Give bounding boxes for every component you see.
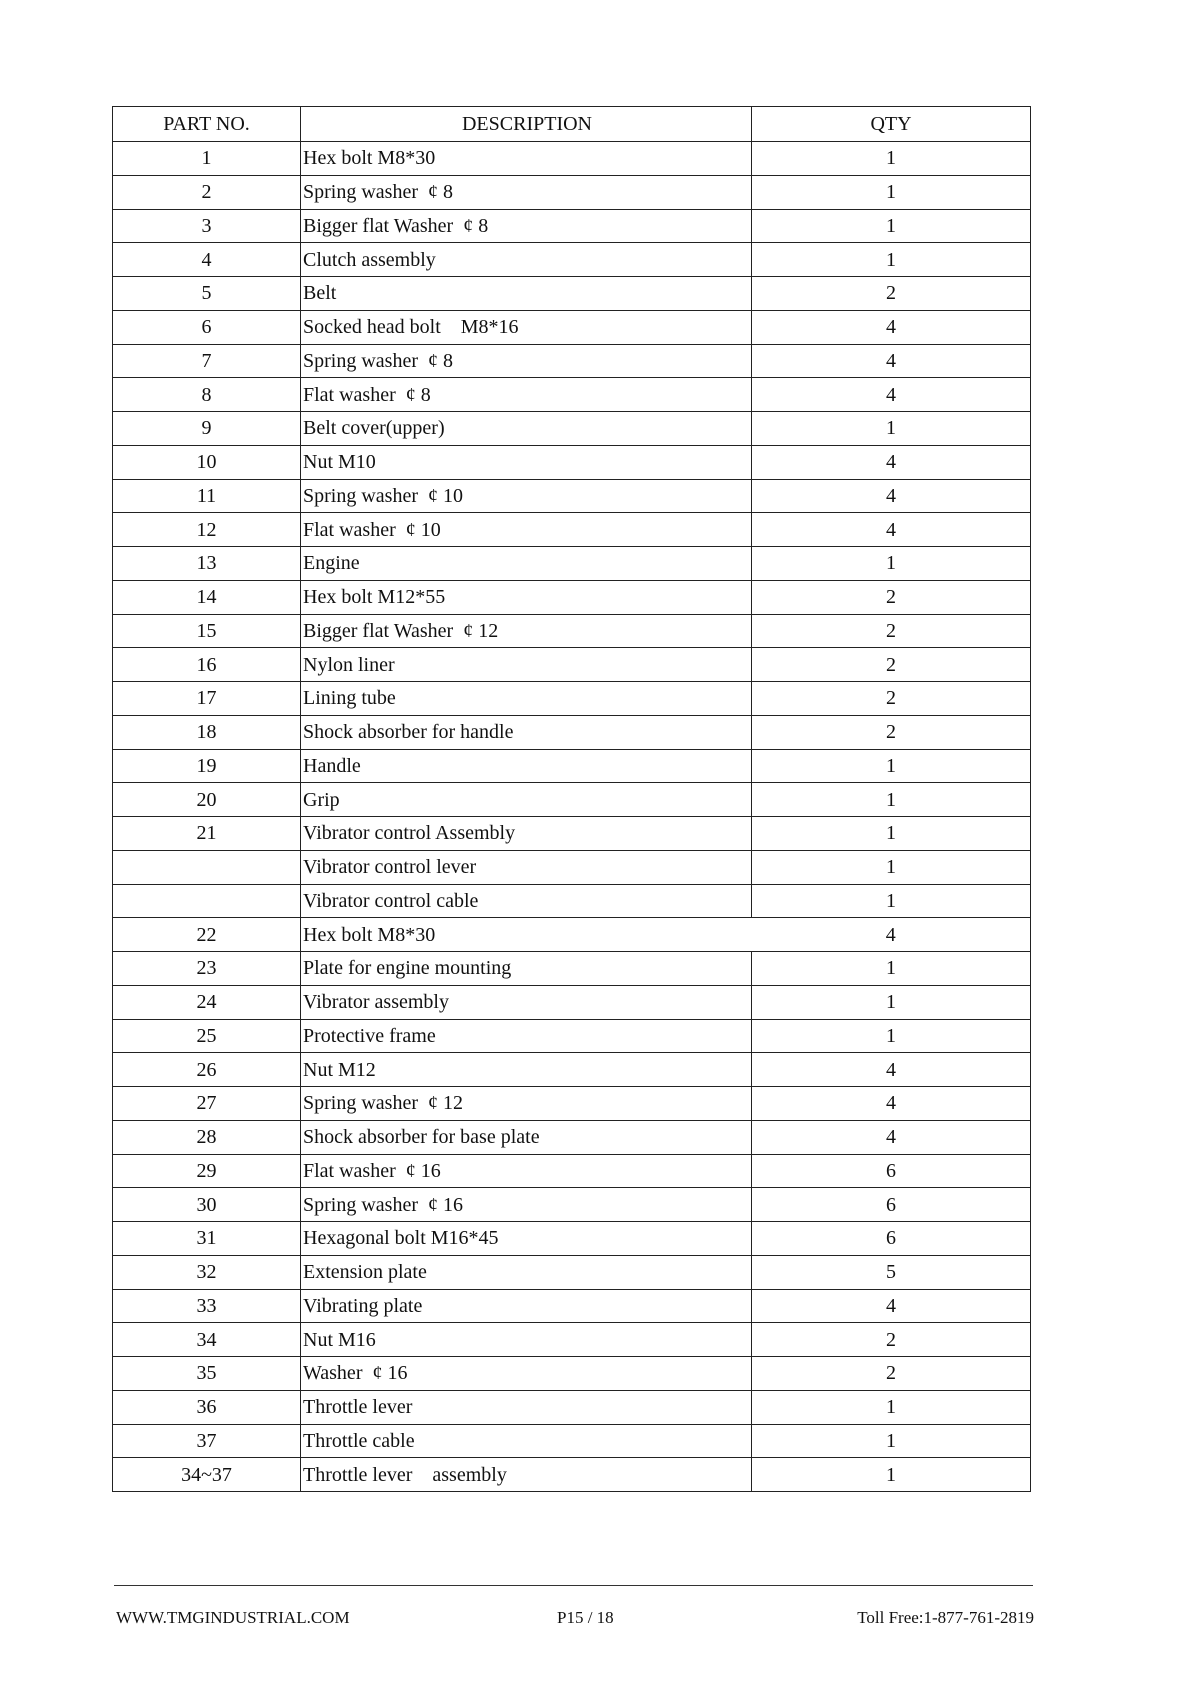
part-no-cell: 9 — [113, 412, 301, 446]
qty-cell: 4 — [752, 344, 1031, 378]
table-row — [113, 1323, 1031, 1357]
table-row — [113, 479, 1031, 513]
qty-cell: 1 — [752, 884, 1031, 918]
description-cell: Spring washer ¢ 8 — [301, 344, 752, 378]
description-cell: Spring washer ¢ 10 — [301, 479, 752, 513]
description-cell: Flat washer ¢ 10 — [301, 513, 752, 547]
part-no-cell: 14 — [113, 580, 301, 614]
table-row — [113, 580, 1031, 614]
part-no-cell: 25 — [113, 1019, 301, 1053]
table-row — [113, 1222, 1031, 1256]
table-row — [113, 277, 1031, 311]
part-no-cell: 37 — [113, 1424, 301, 1458]
part-no-cell: 7 — [113, 344, 301, 378]
qty-cell: 2 — [752, 277, 1031, 311]
table-row — [113, 682, 1031, 716]
part-no-cell: 4 — [113, 243, 301, 277]
qty-cell: 1 — [752, 985, 1031, 1019]
part-no-cell: 35 — [113, 1357, 301, 1391]
part-no-cell: 6 — [113, 310, 301, 344]
table-row — [113, 1120, 1031, 1154]
part-no-cell: 27 — [113, 1087, 301, 1121]
table-row — [113, 1154, 1031, 1188]
qty-cell: 4 — [752, 1087, 1031, 1121]
table-row — [113, 614, 1031, 648]
description-cell: Hexagonal bolt M16*45 — [301, 1222, 752, 1256]
description-cell: Spring washer ¢ 8 — [301, 175, 752, 209]
part-no-cell — [113, 850, 301, 884]
qty-cell: 4 — [752, 479, 1031, 513]
table-header-row — [113, 107, 1031, 142]
description-cell: Engine — [301, 547, 752, 581]
description-cell: Nylon liner — [301, 648, 752, 682]
description-cell: Shock absorber for base plate — [301, 1120, 752, 1154]
description-cell: Flat washer ¢ 8 — [301, 378, 752, 412]
qty-cell: 2 — [752, 648, 1031, 682]
table-row — [113, 243, 1031, 277]
qty-cell: 1 — [752, 952, 1031, 986]
description-cell: Belt cover(upper) — [301, 412, 752, 446]
qty-cell: 5 — [752, 1255, 1031, 1289]
description-cell: Nut M16 — [301, 1323, 752, 1357]
qty-cell: 1 — [752, 817, 1031, 851]
description-cell: Extension plate — [301, 1255, 752, 1289]
table-row — [113, 209, 1031, 243]
part-no-cell: 3 — [113, 209, 301, 243]
table-row — [113, 445, 1031, 479]
description-cell: Throttle lever assembly — [301, 1458, 752, 1492]
part-no-cell: 28 — [113, 1120, 301, 1154]
footer-toll-free: Toll Free:1-877-761-2819 — [857, 1608, 1034, 1627]
qty-cell: 6 — [752, 1222, 1031, 1256]
qty-cell: 2 — [752, 614, 1031, 648]
part-no-cell: 36 — [113, 1390, 301, 1424]
qty-cell: 1 — [752, 1019, 1031, 1053]
part-no-cell: 18 — [113, 715, 301, 749]
table-row — [113, 1053, 1031, 1087]
table-row — [113, 1357, 1031, 1391]
description-cell: Belt — [301, 277, 752, 311]
description-cell: Shock absorber for handle — [301, 715, 752, 749]
table-row — [113, 850, 1031, 884]
table-row — [113, 715, 1031, 749]
parts-list-table — [112, 106, 1031, 1492]
description-cell: Nut M12 — [301, 1053, 752, 1087]
qty-cell: 4 — [752, 1053, 1031, 1087]
table-row — [113, 513, 1031, 547]
qty-cell: 1 — [752, 1458, 1031, 1492]
qty-cell: 1 — [752, 1424, 1031, 1458]
description-cell: Vibrator control Assembly — [301, 817, 752, 851]
table-row — [113, 648, 1031, 682]
part-no-cell: 12 — [113, 513, 301, 547]
description-cell: Washer ¢ 16 — [301, 1357, 752, 1391]
table-row — [113, 749, 1031, 783]
footer-divider — [114, 1585, 1033, 1586]
description-cell: Bigger flat Washer ¢ 12 — [301, 614, 752, 648]
qty-cell: 2 — [752, 715, 1031, 749]
part-no-cell: 1 — [113, 142, 301, 176]
header-qty: QTY — [752, 107, 1031, 142]
description-cell: Throttle lever — [301, 1390, 752, 1424]
part-no-cell: 13 — [113, 547, 301, 581]
description-cell: Bigger flat Washer ¢ 8 — [301, 209, 752, 243]
part-no-cell: 32 — [113, 1255, 301, 1289]
part-no-cell: 30 — [113, 1188, 301, 1222]
qty-cell: 1 — [752, 547, 1031, 581]
table-row — [113, 547, 1031, 581]
qty-cell: 1 — [752, 209, 1031, 243]
part-no-cell: 24 — [113, 985, 301, 1019]
description-cell: Clutch assembly — [301, 243, 752, 277]
part-no-cell: 17 — [113, 682, 301, 716]
part-no-cell: 33 — [113, 1289, 301, 1323]
description-cell: Throttle cable — [301, 1424, 752, 1458]
table-row — [113, 1390, 1031, 1424]
table-row — [113, 1255, 1031, 1289]
part-no-cell: 34 — [113, 1323, 301, 1357]
header-description: DESCRIPTION — [301, 107, 752, 142]
part-no-cell: 2 — [113, 175, 301, 209]
description-cell: Lining tube — [301, 682, 752, 716]
description-cell: Handle — [301, 749, 752, 783]
table-row — [113, 1458, 1031, 1492]
qty-cell: 1 — [752, 243, 1031, 277]
description-cell: Vibrator control lever — [301, 850, 752, 884]
table-row — [113, 175, 1031, 209]
table-row — [113, 1019, 1031, 1053]
qty-cell: 4 — [752, 310, 1031, 344]
table-row — [113, 1188, 1031, 1222]
description-cell: Vibrator control cable — [301, 884, 752, 918]
table-row — [113, 884, 1031, 918]
description-cell: Spring washer ¢ 16 — [301, 1188, 752, 1222]
part-no-cell: 22 — [113, 918, 301, 952]
qty-cell: 4 — [752, 918, 1031, 952]
table-row — [113, 344, 1031, 378]
qty-cell: 1 — [752, 412, 1031, 446]
table-row — [113, 783, 1031, 817]
part-no-cell: 34~37 — [113, 1458, 301, 1492]
footer-page-number: P15 / 18 — [557, 1608, 614, 1627]
table-row — [113, 310, 1031, 344]
part-no-cell: 11 — [113, 479, 301, 513]
part-no-cell: 5 — [113, 277, 301, 311]
table-row — [113, 412, 1031, 446]
table-row — [113, 1424, 1031, 1458]
description-cell: Hex bolt M12*55 — [301, 580, 752, 614]
description-cell: Protective frame — [301, 1019, 752, 1053]
table-row — [113, 985, 1031, 1019]
qty-cell: 2 — [752, 1323, 1031, 1357]
description-cell: Plate for engine mounting — [301, 952, 752, 986]
part-no-cell: 19 — [113, 749, 301, 783]
qty-cell: 2 — [752, 1357, 1031, 1391]
footer-website: WWW.TMGINDUSTRIAL.COM — [116, 1608, 350, 1627]
part-no-cell: 15 — [113, 614, 301, 648]
description-cell: Socked head bolt M8*16 — [301, 310, 752, 344]
qty-cell: 1 — [752, 783, 1031, 817]
qty-cell: 4 — [752, 378, 1031, 412]
table-row — [113, 918, 1031, 952]
part-no-cell: 10 — [113, 445, 301, 479]
description-cell: Flat washer ¢ 16 — [301, 1154, 752, 1188]
description-cell: Hex bolt M8*30 — [301, 142, 752, 176]
table-row — [113, 1087, 1031, 1121]
description-cell: Vibrator assembly — [301, 985, 752, 1019]
qty-cell: 4 — [752, 1120, 1031, 1154]
part-no-cell: 16 — [113, 648, 301, 682]
part-no-cell: 20 — [113, 783, 301, 817]
qty-cell: 1 — [752, 175, 1031, 209]
qty-cell: 4 — [752, 1289, 1031, 1323]
qty-cell: 6 — [752, 1154, 1031, 1188]
part-no-cell: 21 — [113, 817, 301, 851]
qty-cell: 2 — [752, 580, 1031, 614]
description-cell: Grip — [301, 783, 752, 817]
table-row — [113, 142, 1031, 176]
part-no-cell: 8 — [113, 378, 301, 412]
part-no-cell — [113, 884, 301, 918]
qty-cell: 6 — [752, 1188, 1031, 1222]
qty-cell: 1 — [752, 749, 1031, 783]
part-no-cell: 31 — [113, 1222, 301, 1256]
qty-cell: 1 — [752, 850, 1031, 884]
description-cell: Spring washer ¢ 12 — [301, 1087, 752, 1121]
description-cell: Hex bolt M8*30 — [301, 918, 752, 952]
part-no-cell: 23 — [113, 952, 301, 986]
table-row — [113, 378, 1031, 412]
description-cell: Vibrating plate — [301, 1289, 752, 1323]
table-row — [113, 817, 1031, 851]
table-row — [113, 952, 1031, 986]
header-part-no: PART NO. — [113, 107, 301, 142]
qty-cell: 1 — [752, 1390, 1031, 1424]
qty-cell: 4 — [752, 445, 1031, 479]
description-cell: Nut M10 — [301, 445, 752, 479]
part-no-cell: 29 — [113, 1154, 301, 1188]
part-no-cell: 26 — [113, 1053, 301, 1087]
table-row — [113, 1289, 1031, 1323]
qty-cell: 2 — [752, 682, 1031, 716]
qty-cell: 4 — [752, 513, 1031, 547]
qty-cell: 1 — [752, 142, 1031, 176]
